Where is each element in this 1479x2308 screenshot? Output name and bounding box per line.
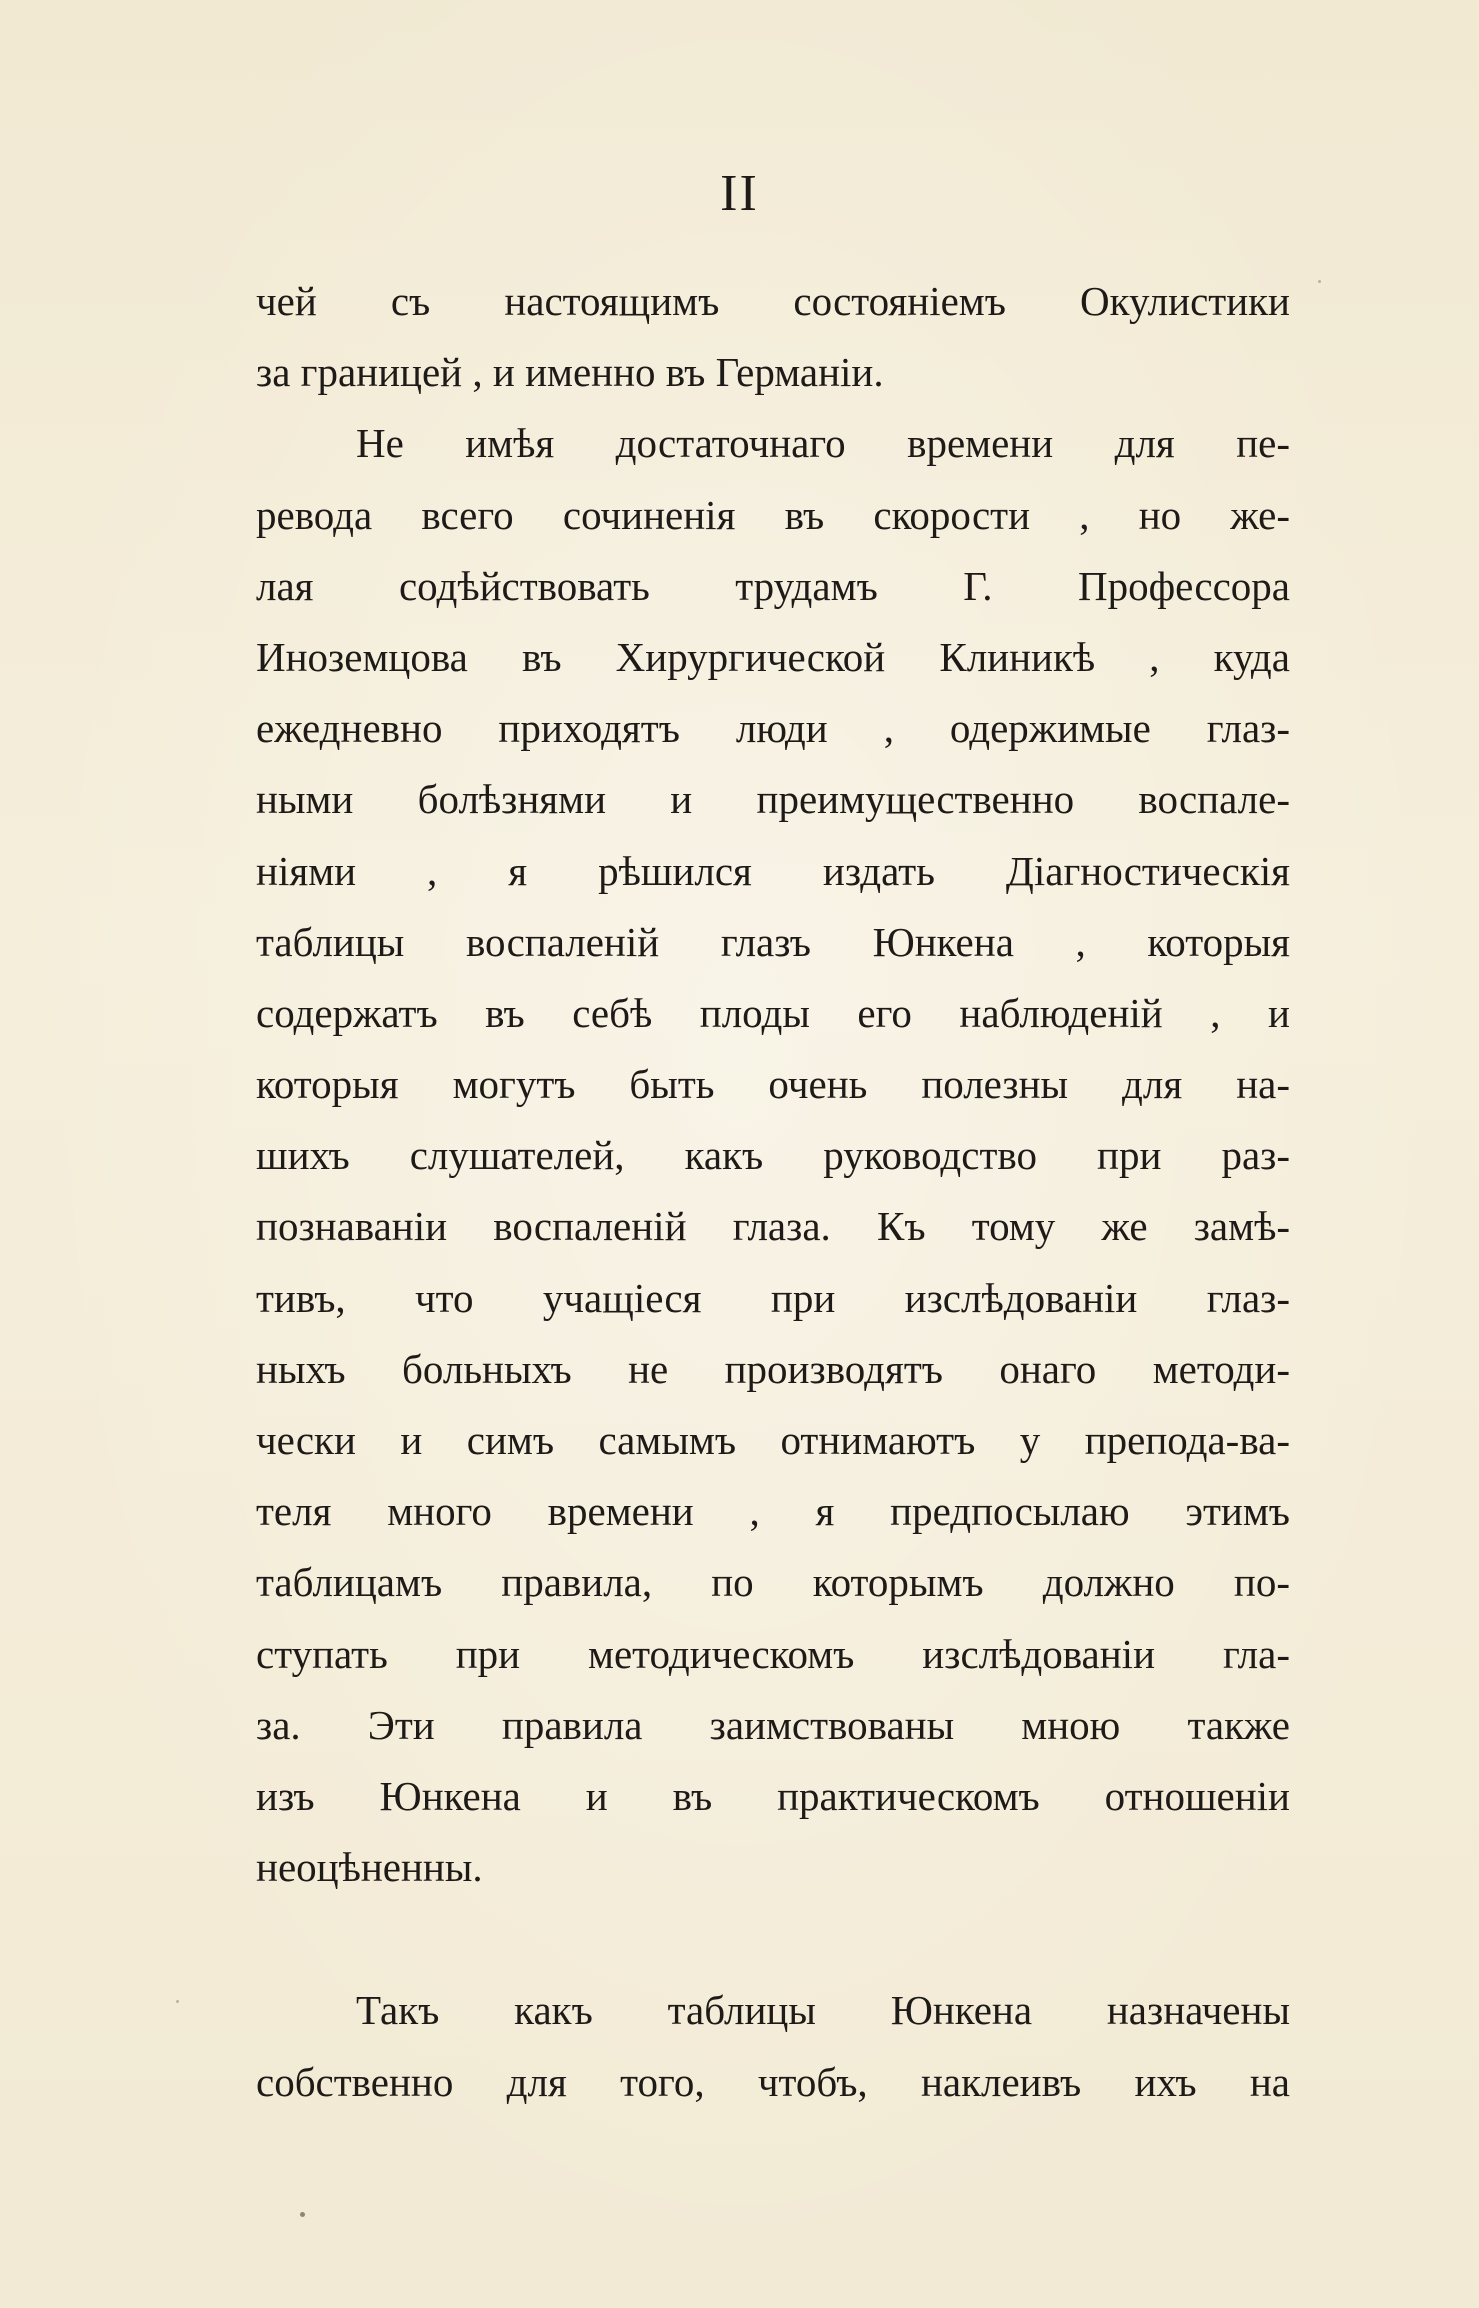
paper-speck [176,2000,179,2003]
text-line: за. Эти правила заимствованы мною также [256,1701,1290,1748]
paragraph-gap [256,1903,1290,1975]
text-line: шихъ слушателей, какъ руководство при раз- [256,1132,1290,1179]
text-line: за границей , и именно въ Германiи. [256,349,884,396]
text-line: изъ Юнкена и въ практическомъ отношенiи [256,1772,1290,1819]
text-line: чей съ настоящимъ состоянiемъ Окулистики [256,278,1290,324]
text-line: чески и симъ самымъ отнимаютъ у препода-ва- [256,1417,1290,1463]
text-line: таблицамъ правила, по которымъ должно по- [256,1559,1290,1606]
text-line: ревода всего сочиненiя въ скорости , но же- [256,491,1290,538]
text-line: неоцѣненны. [256,1844,483,1891]
text-line: теля много времени , я предпосылаю этимъ [256,1488,1290,1535]
text-line: содержатъ въ себѣ плоды его наблюденiй , и [256,989,1290,1036]
text-line: таблицы воспаленiй глазъ Юнкена , которыя [256,918,1290,965]
text-line: ныхъ больныхъ не производятъ онаго методи- [256,1345,1290,1392]
text-line: нiями , я рѣшился издать Дiагностическiя [256,847,1290,894]
text-line: Иноземцова въ Хирургической Клиникѣ , куда [256,633,1290,680]
text-line: Такъ какъ таблицы Юнкена назначены [356,1987,1290,2034]
text-line: ными болѣзнями и преимущественно воспале- [256,776,1290,823]
text-line: Не имѣя достаточнаго времени для пе- [356,420,1290,467]
text-line: собственно для того, чтобъ, наклеивъ ихъ на [256,2058,1290,2105]
text-line: ступать при методическомъ изслѣдованiи гла- [256,1630,1290,1677]
text-line: тивъ, что учащiеся при изслѣдованiи глаз- [256,1274,1290,1321]
text-line: познаванiи воспаленiй глаза. Къ тому же замѣ- [256,1203,1290,1250]
text-line: которыя могутъ быть очень полезны для на- [256,1061,1290,1108]
page-number: II [720,165,759,222]
paper-speck [1318,280,1321,283]
paper-speck [300,2212,305,2217]
text-line: лая содѣйствовать трудамъ Г. Профессора [256,562,1290,609]
body-text [256,266,1290,2118]
text-line: ежедневно приходятъ люди , одержимые глаз- [256,705,1290,752]
